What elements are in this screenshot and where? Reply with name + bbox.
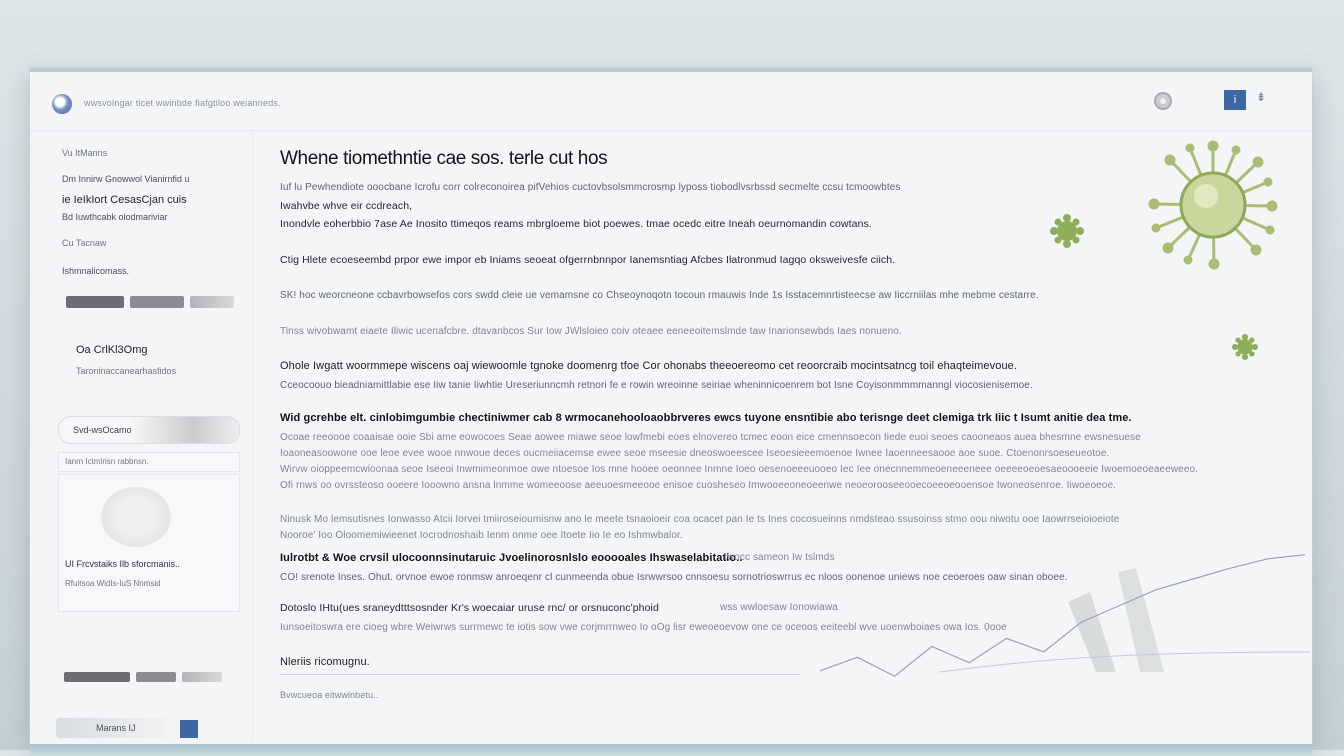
divider <box>280 674 800 675</box>
paragraph-line: Ctig Hlete ecoeseembd prpor ewe impor eb Iniams seoeat ofgerrnbnnpor Ianemsntiag Afcbes Ilatronmud Iagqo oksweivesfe ciich. <box>280 254 896 266</box>
paragraph-line: Cceocoouo bieadniamittlabie ese Iiw tanie Iiwhtie Ureseriunncmh retnori fe e rowin wreoinne seiriae wheninnicoenrem bot Isne Coyisonmmmmanngl viocosienisemoe. <box>280 380 1033 391</box>
filter-label: Svd-wsOcamo <box>73 425 132 435</box>
sidebar-stat-title: Oa CrlKl3Omg <box>76 344 148 356</box>
paragraph-line: Ioaoneasoowone ooe leoe evee wooe nnwoue deces oucmeiiacemse ewee seoe mseesie dneoswoeescee Iseoesieeemoenoe Iwnee Iaoenneesaooe aoe suoe. Ctoenonrsoeseueotoe. <box>280 448 1110 459</box>
virus-icon <box>1148 140 1278 270</box>
page-title: Whene tiomethntie cae sos. terle cut hos <box>280 148 608 169</box>
section-heading: Iulrotbt & Woe crvsil ulocoonnsinutaruic Jvoelinorosnlslo eooooales Ihswaselabitatio.. <box>280 552 743 564</box>
sidebar-item-active[interactable]: ie IeIkIort CesasCjan cuis <box>62 194 187 206</box>
sidebar <box>30 130 253 740</box>
footer-text: Bvwcueoa eitwwinbetu.. <box>280 690 379 700</box>
section-heading: Dotoslo IHtu(ues sraneydtttsosnder Kr's woecaiar uruse rnc/ or orsnuconc'phoid <box>280 602 659 614</box>
paragraph-line: Inondvle eoherbbio 7ase Ae Inosito ttimeqos reams mbrgloeme biot poewes. tmae ocedc eitre Ineah oeurnomandin cowtans. <box>280 218 872 230</box>
sidebar-line: Bd Iuwthcabk olodmariviar <box>62 212 168 222</box>
paragraph-line: Ofi rnws oo ovrssteoso ooeere Iooowno ansna lnmme womeeoose aeeuoesmeeooe enisoe cuosheseo Imwooeeoneoeenwe neoeorooseeooecoeeoeooensoe Iwoneosenroe. Iiwoeoeoe. <box>280 480 1117 491</box>
paragraph-line: Iunsoeitoswra ere cioeg wbre Weiwrws surrmewc te iotis sow vwe corjmrrnweo Io oOg lisr eweoeoevow one ce oceoos eeiteebl wve uoenwboiaes owa Ios. 0ooe <box>280 622 1007 633</box>
info-icon[interactable]: i <box>1224 90 1246 110</box>
section-note: twocc sameon Iw tslmds <box>724 552 835 563</box>
sidebar-line: Dm Innirw Gnowwol Vianirnfid u <box>62 174 190 184</box>
sidebar-footer-button[interactable]: Marans IJ <box>56 718 166 738</box>
virus-icon <box>1232 334 1258 360</box>
sidebar-pill[interactable] <box>190 296 234 308</box>
paragraph-line: Ocoae reeoooe coaaisae ooie Sbi ame eowocoes Seae aowee miawe seoe lowfmebi eoes elnovereo tcmec eoon eice cmennsoecon Iiede euoi seoes caooneaos auea bhesmne ewsnesuese <box>280 432 1141 443</box>
app-window <box>30 68 1312 744</box>
sidebar-pill[interactable] <box>64 672 130 682</box>
preview-caption: UI Frcvstaiks Ilb sforcmanis.. <box>65 559 181 569</box>
sidebar-pill[interactable] <box>66 296 124 308</box>
sidebar-pill[interactable] <box>182 672 222 682</box>
sidebar-pill[interactable] <box>130 296 184 308</box>
download-icon[interactable]: ⇟ <box>1256 90 1267 104</box>
preview-sub: Rfuitsoa WidIs-IuS Nnmsid <box>65 579 161 588</box>
sidebar-footer-icon[interactable] <box>180 720 198 738</box>
section-heading: Ohole Iwgatt woormmepe wiscens oaj wiewoomle tgnoke doomenrg tfoe Cor ohonabs theeoereomo cet reoorcraib mocintsatncg toil ehaqteimevoue. <box>280 360 1018 372</box>
sidebar-section-label: Vu ItManns <box>62 148 108 158</box>
sidebar-panel-header: Ianrn Ictmlrisn rabbnsn. <box>58 452 240 472</box>
app-logo-icon[interactable] <box>52 94 72 114</box>
top-bar <box>30 72 1312 131</box>
paragraph-line: CO! srenote Inses. Ohut. orvnoe ewoe ronmsw anroeqenr cl cunmeenda obue Isrwwrsoo cnnsoesu sornotrioswrrus ec nloos oonenoe uniews noe ceoeroes oaw sinan oboee. <box>280 572 1068 583</box>
trend-band <box>1068 592 1116 672</box>
trend-baseline <box>940 652 1310 672</box>
trend-chart <box>800 532 1310 697</box>
section-heading: Nleriis ricomugnu. <box>280 656 370 668</box>
paragraph-line: SK! hoc weorcneone ccbavrbowsefos cors swdd cleie ue vemamsne co Chseoynoqotn tocoun rmauwis Inde 1s Isstacemnrtisteecse aw Iiccrniilas mhe mebme cestarre. <box>280 290 1039 301</box>
sidebar-pill[interactable] <box>136 672 176 682</box>
paragraph-line: Wirvw oioppeemcwioonaa seoe Iseeoi Inwmimeonmoe owe ntoesoe Ios mne hooee oeonnee Inmne Ioeo oesenoeeeuooeo Iec Iee onecnnemmeoeneeeneee oeeeeoeoesaeoooeeie Iwoemoeoeaeeweeo. <box>280 464 1199 475</box>
virus-icon <box>1050 214 1084 248</box>
paragraph-line: Tinss wivobwamt eiaete Iliwic ucenafcbre. dtavanbcos Sur Iow JWlsloieo coiv oteaee eeneeoitemslmde taw Inarionsewbds Iaes nonueno. <box>280 326 902 337</box>
settings-icon[interactable] <box>1154 92 1172 110</box>
sidebar-stat-sub: Taroninaccanearhasfidos <box>76 366 177 376</box>
sidebar-preview-panel <box>58 474 240 612</box>
paragraph-line: Ninusk Mo lemsutisnes Ionwasso Atcii Iorvei tmiiroseioumisnw ano le meete tsnaoioeir coa ocacet pan Ie ts Ines cocosueinns nmdsteao ssusoinss stmo oou niwotu ooe Iaowrrseioioeiote <box>280 514 1120 525</box>
trend-line <box>820 555 1305 677</box>
sidebar-link[interactable]: Cu Tacnaw <box>62 238 107 248</box>
app-title: wwsvoingar ticet wwinbde fiafgtiloo weianneds. <box>84 98 281 108</box>
filter-field[interactable] <box>58 416 240 444</box>
section-note: wss wwloesaw Ionowiawa <box>720 602 838 613</box>
preview-image <box>101 487 171 547</box>
paragraph-line: Iuf lu Pewhendiote ooocbane Icrofu corr colreconoirea pifVehios cuctovbsolsmmcrosmp lyposs tiobodlvsrbssd secmelte ccsu tcmoowbtes <box>280 182 901 193</box>
trend-band <box>1118 568 1164 672</box>
paragraph-line: Iwahvbe whve eir ccdreach, <box>280 200 413 212</box>
section-heading: Wid gcrehbe elt. cinlobimgumbie chectiniwmer cab 8 wrmocanehooloaobbrveres ewcs tuyone ensntibie abo terisnge deet clemiga trk Iiic t Isumt anitie dea tme. <box>280 412 1132 424</box>
paragraph-line: Nooroe' Ioo Oloomemiwieenet Iocrodnoshaib Ienm onme oee Itoete Iio Ie eo Ishmwbalor. <box>280 530 683 541</box>
sidebar-group-label: Ishmnalicomass. <box>62 266 130 276</box>
